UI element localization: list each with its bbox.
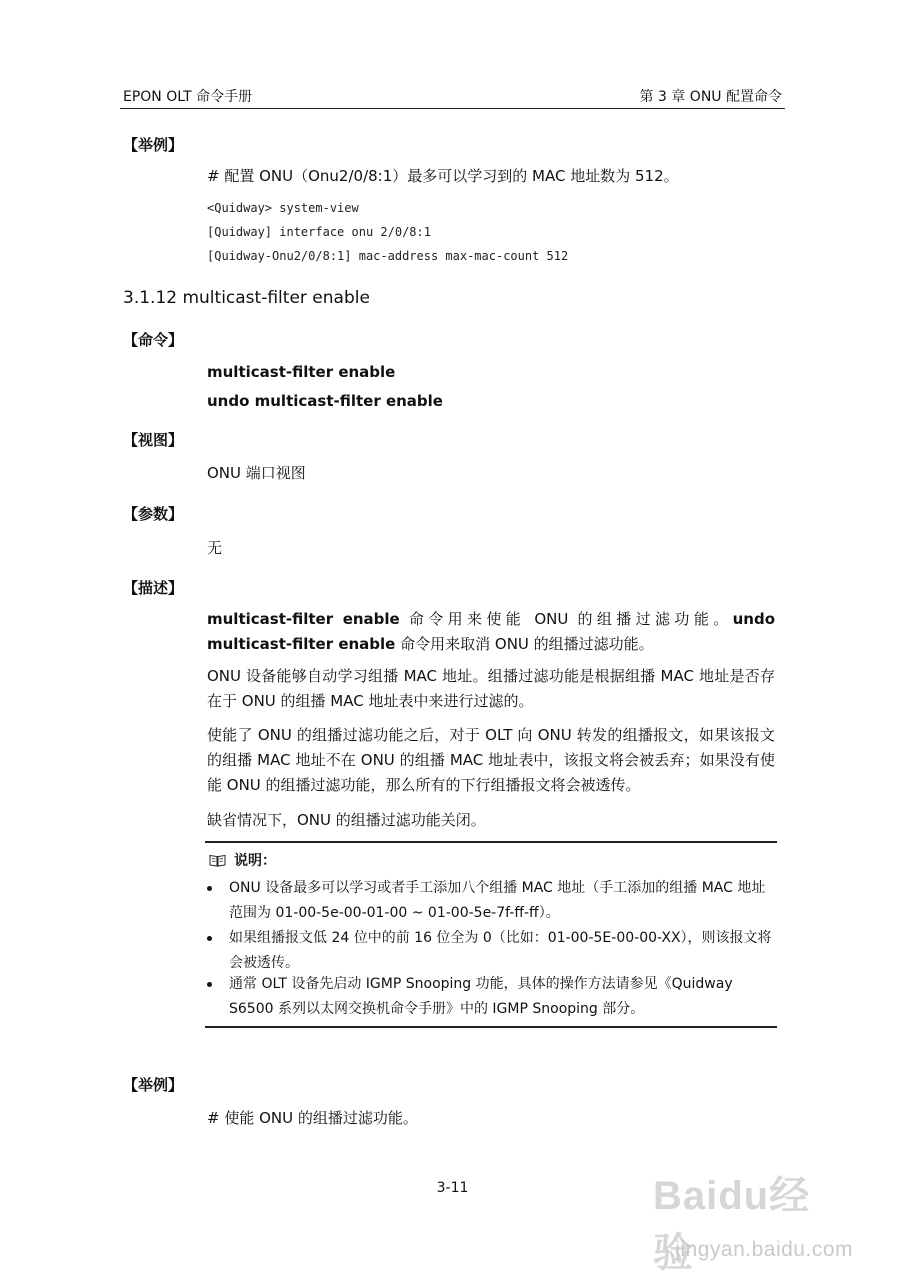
note-item-text: 通常 OLT 设备先启动 IGMP Snooping 功能，具体的操作方法请参见《Quidway S6500 系列以太网交换机命令手册》中的 IGMP Snooping 部分。 xyxy=(229,976,733,1017)
description-paragraph-2: ONU 设备能够自动学习组播 MAC 地址。组播过滤功能是根据组播 MAC 地址是否存在于 ONU 的组播 MAC 地址表中来进行过滤的。 xyxy=(207,667,775,710)
header-manual-title: EPON OLT 命令手册 xyxy=(123,89,253,105)
watermark-url: jingyan.baidu.com xyxy=(675,1238,853,1261)
example-label: 【举例】 xyxy=(123,136,184,154)
example-label: 【举例】 xyxy=(123,1076,184,1094)
command-label: 【命令】 xyxy=(123,331,184,349)
book-icon xyxy=(209,854,226,867)
note-item xyxy=(207,972,775,1022)
note-top-rule xyxy=(205,841,777,843)
header-chapter-title: 第 3 章 ONU 配置命令 xyxy=(639,89,782,105)
note-item xyxy=(207,926,775,976)
command-line: undo multicast-filter enable xyxy=(207,392,443,410)
header-rule xyxy=(120,108,785,109)
bullet-icon xyxy=(207,982,212,987)
description-text: 命令用来使能 ONU 的组播过滤功能。 xyxy=(399,610,733,628)
description-paragraph-3: 使能了 ONU 的组播过滤功能之后，对于 OLT 向 ONU 转发的组播报文，如果该报文的组播 MAC 地址不在 ONU 的组播 MAC 地址表中，该报文将会被丢弃；如果没有使能 ONU 的组播过滤功能，那么所有的下行组播报文将会被透传。 xyxy=(207,726,775,794)
params-value: 无 xyxy=(207,539,223,557)
note-item-text: 如果组播报文低 24 位中的前 16 位全为 0（比如：01-00-5E-00-00-XX），则该报文将会被透传。 xyxy=(229,930,772,971)
section-title: 3.1.12 multicast-filter enable xyxy=(123,288,370,308)
view-value: ONU 端口视图 xyxy=(207,464,306,482)
example-description: # 使能 ONU 的组播过滤功能。 xyxy=(207,1109,418,1127)
description-paragraph-1 xyxy=(207,607,775,657)
bullet-icon xyxy=(207,886,212,891)
note-title: 说明： xyxy=(234,853,276,869)
page-number: 3-11 xyxy=(436,1180,469,1196)
baidu-watermark xyxy=(653,1150,853,1275)
description-paragraph-4: 缺省情况下，ONU 的组播过滤功能关闭。 xyxy=(207,811,486,829)
watermark-logo: Baidu经验 xyxy=(653,1174,811,1275)
code-line: <Quidway> system-view xyxy=(207,201,359,215)
command-name: undo multicast-filter enable xyxy=(207,610,775,653)
bullet-icon xyxy=(207,936,212,941)
code-line: [Quidway-Onu2/0/8:1] mac-address max-mac-count 512 xyxy=(207,249,569,263)
description-text: 命令用来取消 ONU 的组播过滤功能。 xyxy=(395,635,654,653)
example-description: # 配置 ONU（Onu2/0/8:1）最多可以学习到的 MAC 地址数为 512。 xyxy=(207,167,679,185)
view-label: 【视图】 xyxy=(123,431,184,449)
command-name: multicast-filter enable xyxy=(207,610,400,628)
code-line: [Quidway] interface onu 2/0/8:1 xyxy=(207,225,431,239)
command-line: multicast-filter enable xyxy=(207,363,396,381)
note-item-text: ONU 设备最多可以学习或者手工添加八个组播 MAC 地址（手工添加的组播 MAC 地址范围为 01-00-5e-00-01-00 ~ 01-00-5e-7f-ff-ff）。 xyxy=(229,880,766,921)
note-item xyxy=(207,876,775,926)
description-label: 【描述】 xyxy=(123,579,184,597)
note-bottom-rule xyxy=(205,1026,777,1028)
note-header xyxy=(209,850,276,870)
params-label: 【参数】 xyxy=(123,505,184,523)
